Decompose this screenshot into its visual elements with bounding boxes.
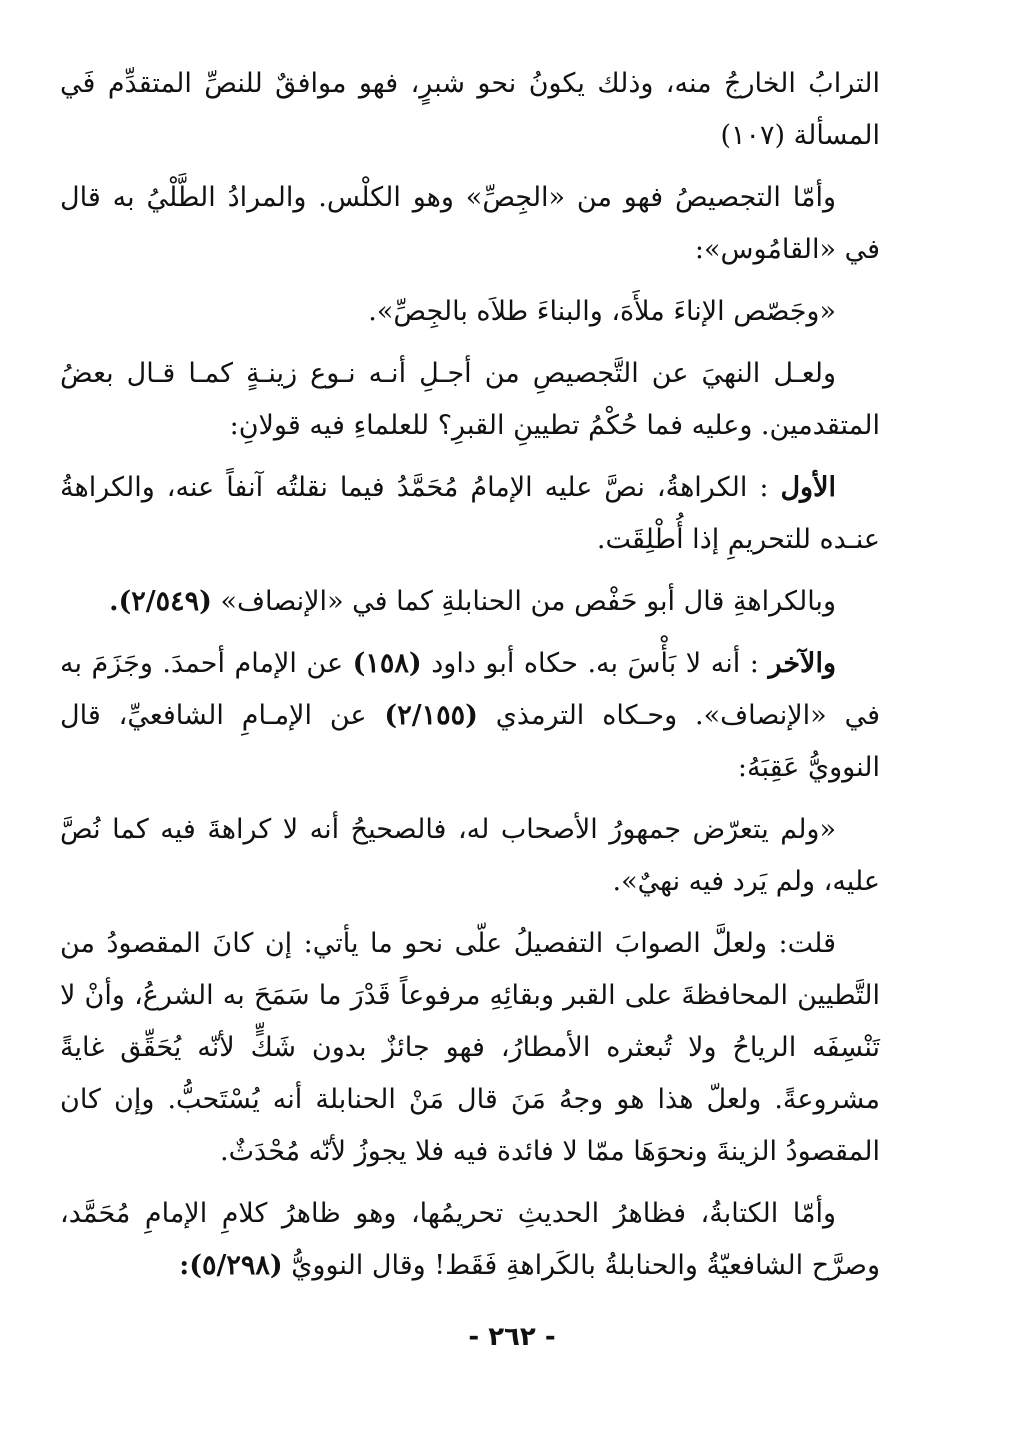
paragraph-first-opinion bbox=[60, 462, 880, 566]
first-opinion-term: الأول bbox=[780, 472, 836, 503]
quotation-nawawi: «ولم يتعرّض جمهورُ الأصحاب له، فالصحيحُ أنه لا كراهةَ فيه كما نُصَّ عليه، ولم يَرد فيه نهيٌ». bbox=[60, 814, 880, 897]
paragraph-10 bbox=[60, 1188, 880, 1292]
paragraph-4: ولعـل النهيَ عن التَّجصيصِ من أجـلِ أنـه نـوع زينـةٍ كمـا قـال بعضُ المتقدمين. وعليه فما حُكْمُ تطيينِ القبرِ؟ للعلماءِ فيه قولانِ: bbox=[60, 358, 880, 441]
paragraph-6 bbox=[60, 576, 880, 628]
second-opinion-term: والآخر bbox=[768, 648, 836, 679]
quotation-qamus: «وجَصّص الإناءَ ملأَهَ، والبناءَ طلاَه بالجِصِّ». bbox=[368, 296, 836, 327]
second-opinion-text-b: عن الإمام أحمدَ. وجَزَمَ به في «الإنصاف». وحـكاه الترمذي bbox=[60, 648, 880, 731]
paragraph-2: وأمّا التجصيصُ فهو من «الجِصِّ» وهو الكلْس. والمرادُ الطَّلْيُ به قال في «القامُوس»: bbox=[60, 182, 880, 265]
first-opinion-text: : الكراهةُ، نصَّ عليه الإمامُ مُحَمَّدُ فيما نقلتُه آنفاً عنه، والكراهةُ عنـده للتحريمِ إذا أُطْلِقَت. bbox=[60, 472, 880, 555]
reference-tirmidhi: (٢/١٥٥) bbox=[384, 700, 478, 731]
paragraph-10-text: وأمّا الكتابةُ، فظاهرُ الحديثِ تحريمُها، وهو ظاهرُ كلامِ الإمامِ مُحَمَّد، وصرَّح الشافعيّةُ والحنابلةُ بالكَراهةِ فَقَط! وقال النوويُّ bbox=[60, 1198, 880, 1281]
reference-insaf: (٢/٥٤٩). bbox=[109, 586, 212, 617]
page-body bbox=[60, 58, 880, 1302]
paragraph-1: الترابُ الخارجُ منه، وذلك يكونُ نحو شبرٍ، فهو موافقٌ للنصِّ المتقدِّم فَي المسألة (١٠٧) bbox=[60, 68, 880, 151]
paragraph-9: قلت: ولعلَّ الصوابَ التفصيلُ علّى نحو ما يأتي: إن كانَ المقصودُ من التَّطيين المحافظةَ على القبر وبقائِهِ مرفوعاً قَدْرَ ما سَمَحَ به الشرعُ، وأنْ لا تَنْسِفَه الرياحُ ولا تُبعثره الأمطارُ، فهو جائزٌ بدون شَكٍّ لأنّه يُحَقِّق غايةً مشروعةً. ولعلّ هذا هو وجهُ مَنَ قال مَنْ الحنابلة أنه يُسْتَحبُّ. وإن كان المقصودُ الزينةَ ونحوَهَا ممّا لا فائدة فيه فلا يجوزُ لأنّه مُحْدَثٌ. bbox=[60, 928, 880, 1167]
second-opinion-text-a: : أنه لا بَأْسَ به. حكاه أبو داود bbox=[431, 648, 759, 679]
second-opinion-text-c: عن الإمـامِ الشافعيِّ، قال النوويُّ عَقِبَهُ: bbox=[60, 700, 880, 783]
reference-nawawi: (٥/٢٩٨): bbox=[179, 1250, 283, 1281]
paragraph-second-opinion bbox=[60, 638, 880, 794]
reference-abu-dawud: (١٥٨) bbox=[352, 648, 422, 679]
paragraph-6-text: وبالكراهةِ قال أبو حَفْص من الحنابلةِ كما في «الإنصاف» bbox=[220, 586, 836, 617]
page-number: - ٢٦٢ - bbox=[468, 1322, 556, 1352]
